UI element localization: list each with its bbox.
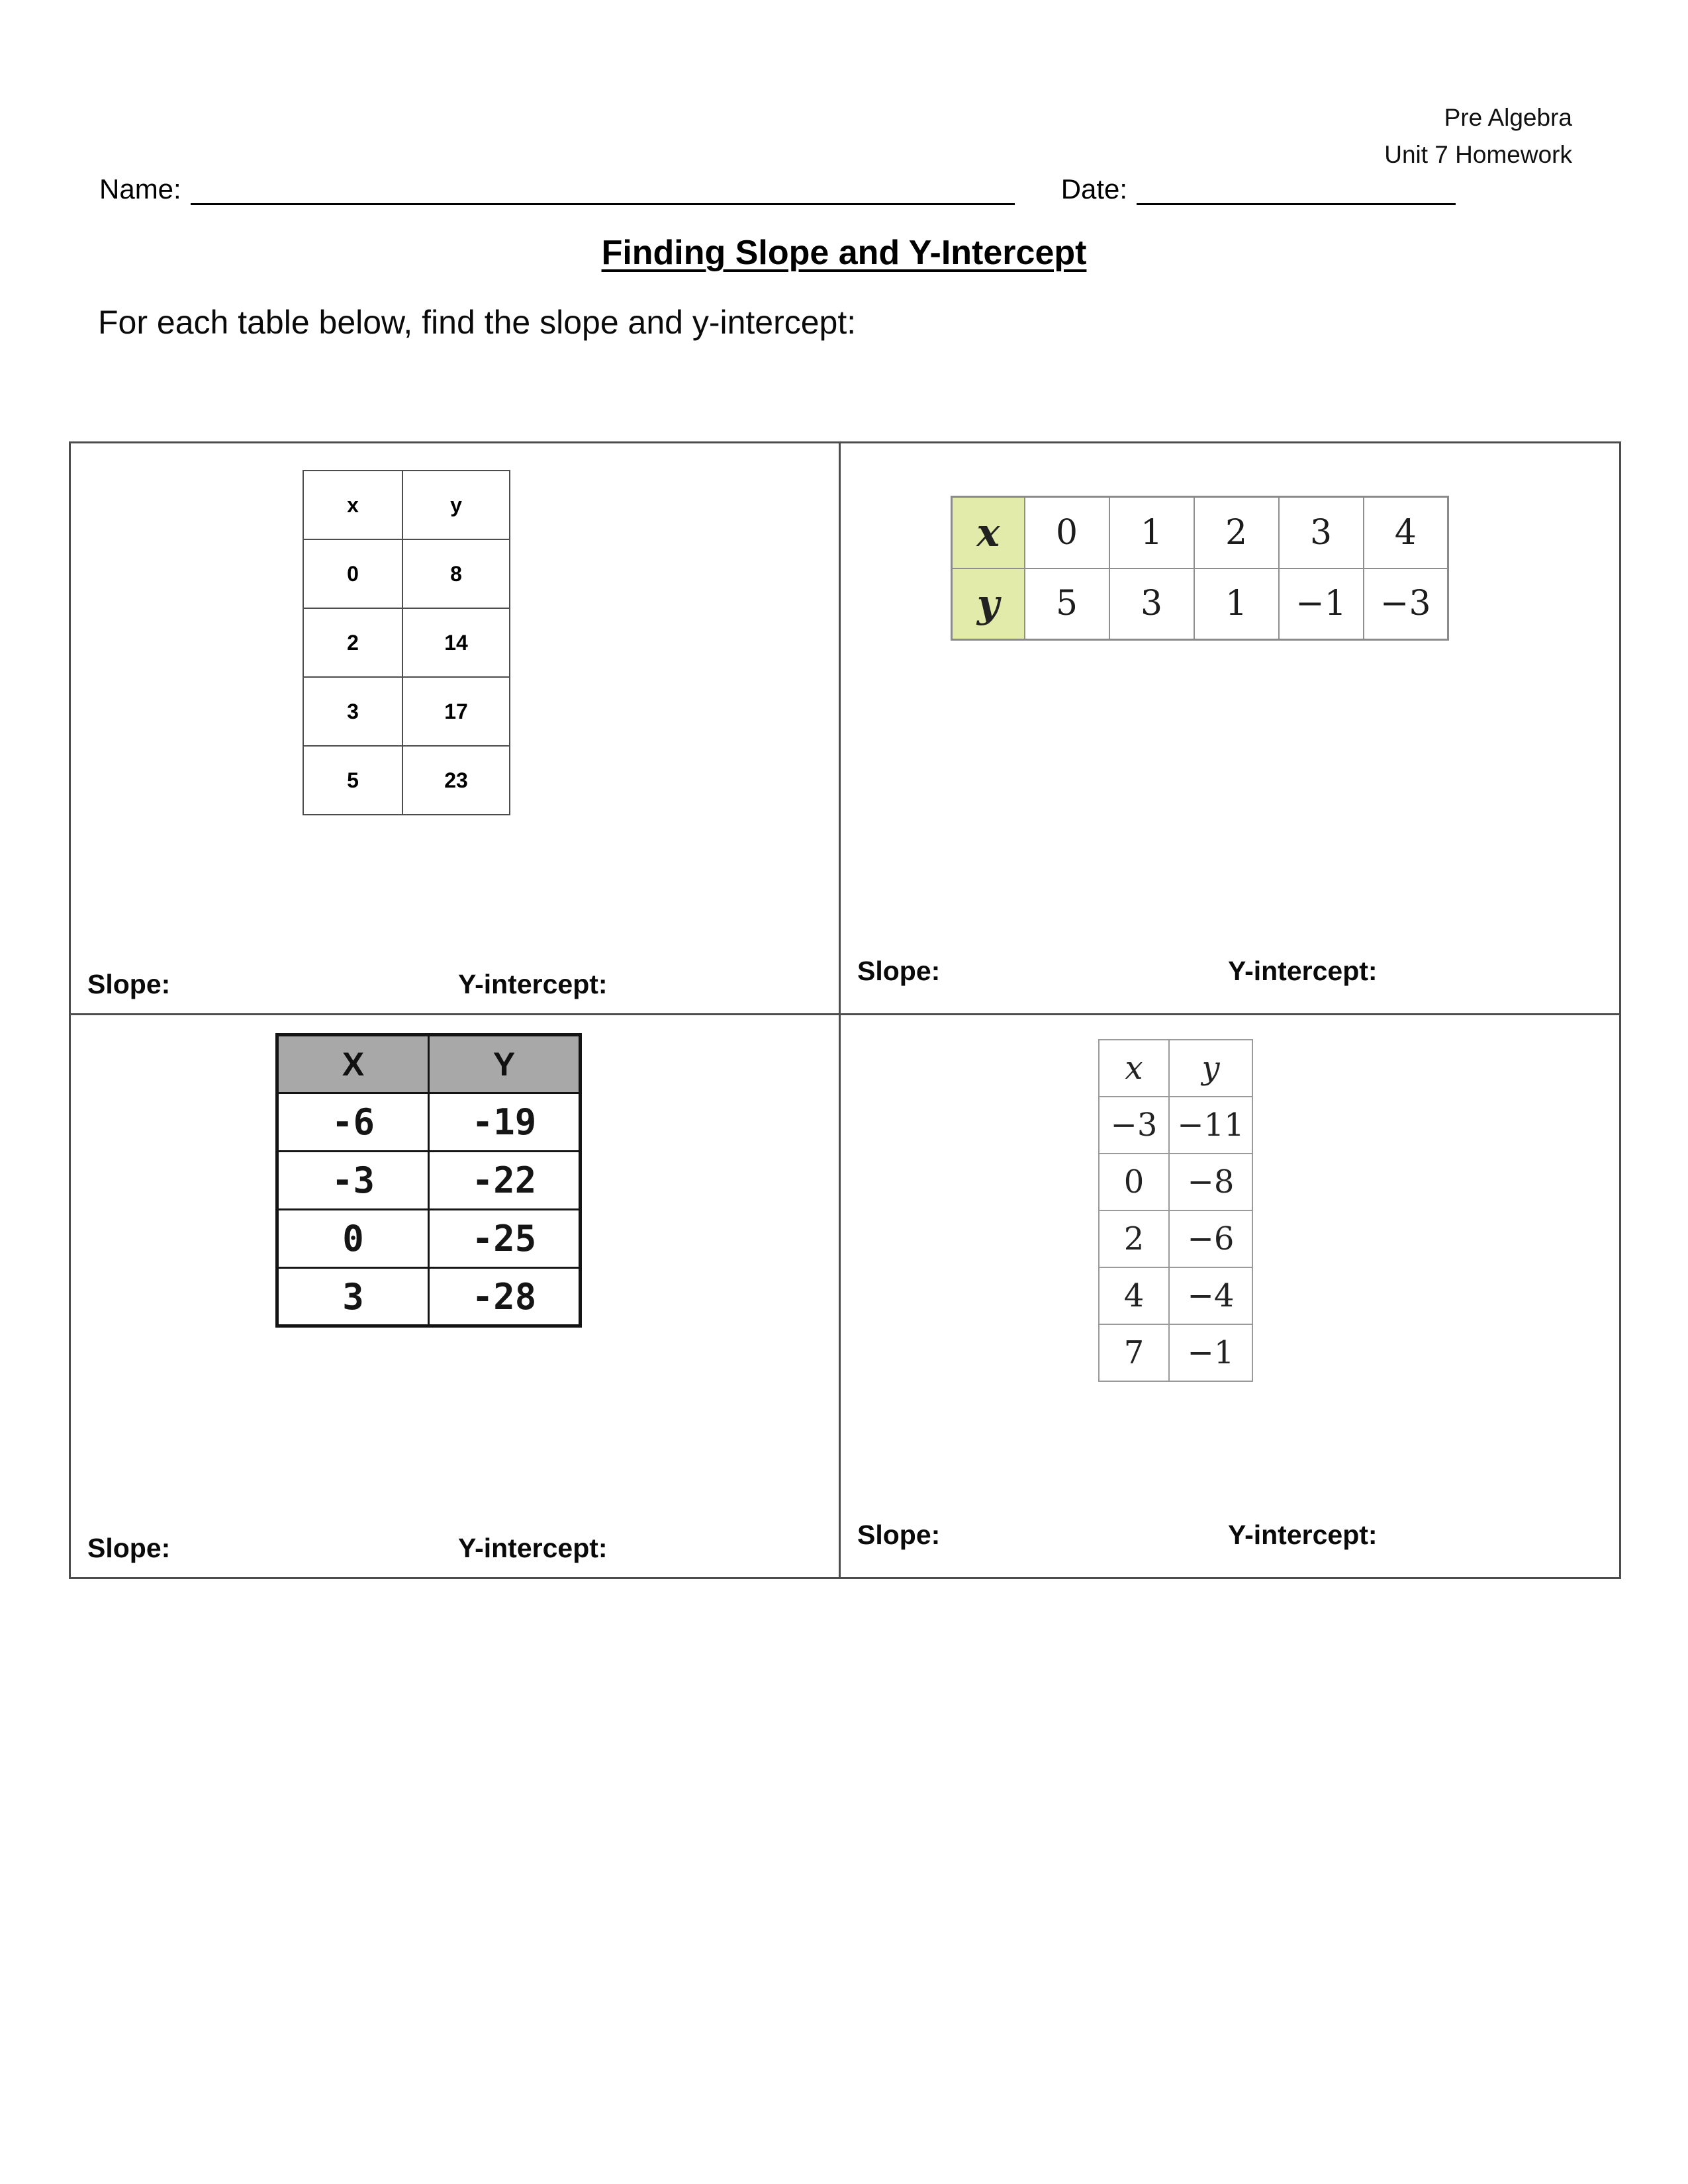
table-cell: 14 — [402, 608, 510, 677]
table-cell: -25 — [429, 1210, 581, 1268]
table-cell: 5 — [1025, 569, 1109, 640]
table-cell: −4 — [1169, 1267, 1252, 1324]
instruction-text: For each table below, find the slope and y-intercept: — [98, 304, 857, 341]
table-cell: -28 — [429, 1268, 581, 1326]
table-cell: 1 — [1194, 569, 1279, 640]
date-field-line — [1137, 175, 1456, 205]
table-cell: 23 — [402, 746, 510, 815]
table-cell: 2 — [1194, 497, 1279, 569]
table-cell: -19 — [429, 1093, 581, 1152]
table-cell: 3 — [277, 1268, 429, 1326]
y-intercept-label: Y-intercept: — [1228, 956, 1378, 986]
slope-label: Slope: — [87, 969, 171, 999]
slope-label: Slope: — [87, 1533, 171, 1563]
table-cell: 7 — [1099, 1324, 1169, 1381]
col-header-x: x — [1099, 1040, 1169, 1097]
y-intercept-label: Y-intercept: — [1228, 1520, 1378, 1550]
problem-2-table — [951, 496, 1449, 641]
col-header-y: y — [1169, 1040, 1252, 1097]
problem-4 — [841, 1015, 1619, 1577]
answer-row — [87, 1533, 832, 1564]
slope-label: Slope: — [857, 1520, 941, 1550]
problem-1-table — [303, 470, 510, 815]
table-cell: 1 — [1109, 497, 1194, 569]
col-header-y: y — [402, 471, 510, 539]
slope-label: Slope: — [857, 956, 941, 986]
table-cell: -6 — [277, 1093, 429, 1152]
col-header-x: x — [303, 471, 402, 539]
table-cell: 0 — [1099, 1154, 1169, 1210]
col-header-y: Y — [429, 1035, 581, 1093]
y-intercept-label: Y-intercept: — [458, 969, 608, 999]
table-cell: −8 — [1169, 1154, 1252, 1210]
table-cell: 3 — [1109, 569, 1194, 640]
page-header-corner — [1384, 99, 1572, 173]
table-cell: −1 — [1279, 569, 1364, 640]
name-field-line — [191, 175, 1015, 205]
table-cell: 0 — [303, 539, 402, 608]
unit-title: Unit 7 Homework — [1384, 140, 1572, 168]
table-cell: -3 — [277, 1152, 429, 1210]
col-header-x: X — [277, 1035, 429, 1093]
table-cell: 3 — [303, 677, 402, 746]
date-label: Date: — [1060, 173, 1128, 205]
row-header-x: x — [952, 497, 1025, 569]
answer-row — [857, 1520, 1613, 1551]
table-cell: 0 — [277, 1210, 429, 1268]
table-cell: −6 — [1169, 1210, 1252, 1267]
table-cell: −3 — [1099, 1097, 1169, 1154]
page-title: Finding Slope and Y-Intercept — [601, 234, 1087, 272]
name-label: Name: — [99, 173, 181, 205]
y-intercept-label: Y-intercept: — [458, 1533, 608, 1563]
answer-row — [87, 969, 832, 1000]
table-cell: 2 — [303, 608, 402, 677]
table-cell: 2 — [1099, 1210, 1169, 1267]
problem-4-table — [1098, 1039, 1253, 1382]
table-cell: 3 — [1279, 497, 1364, 569]
table-cell: 0 — [1025, 497, 1109, 569]
table-cell: 5 — [303, 746, 402, 815]
row-header-y: y — [952, 569, 1025, 640]
problem-3-table — [275, 1033, 582, 1328]
problem-3 — [71, 1015, 841, 1577]
course-name: Pre Algebra — [1444, 104, 1572, 131]
table-cell: −1 — [1169, 1324, 1252, 1381]
problem-2 — [841, 443, 1619, 1015]
name-date-row — [99, 173, 1589, 205]
answer-row — [857, 956, 1613, 987]
table-cell: 4 — [1364, 497, 1448, 569]
table-cell: 8 — [402, 539, 510, 608]
problems-grid — [69, 441, 1621, 1579]
table-cell: −3 — [1364, 569, 1448, 640]
table-cell: 17 — [402, 677, 510, 746]
table-cell: 4 — [1099, 1267, 1169, 1324]
problem-1 — [71, 443, 841, 1015]
table-cell: -22 — [429, 1152, 581, 1210]
table-cell: −11 — [1169, 1097, 1252, 1154]
